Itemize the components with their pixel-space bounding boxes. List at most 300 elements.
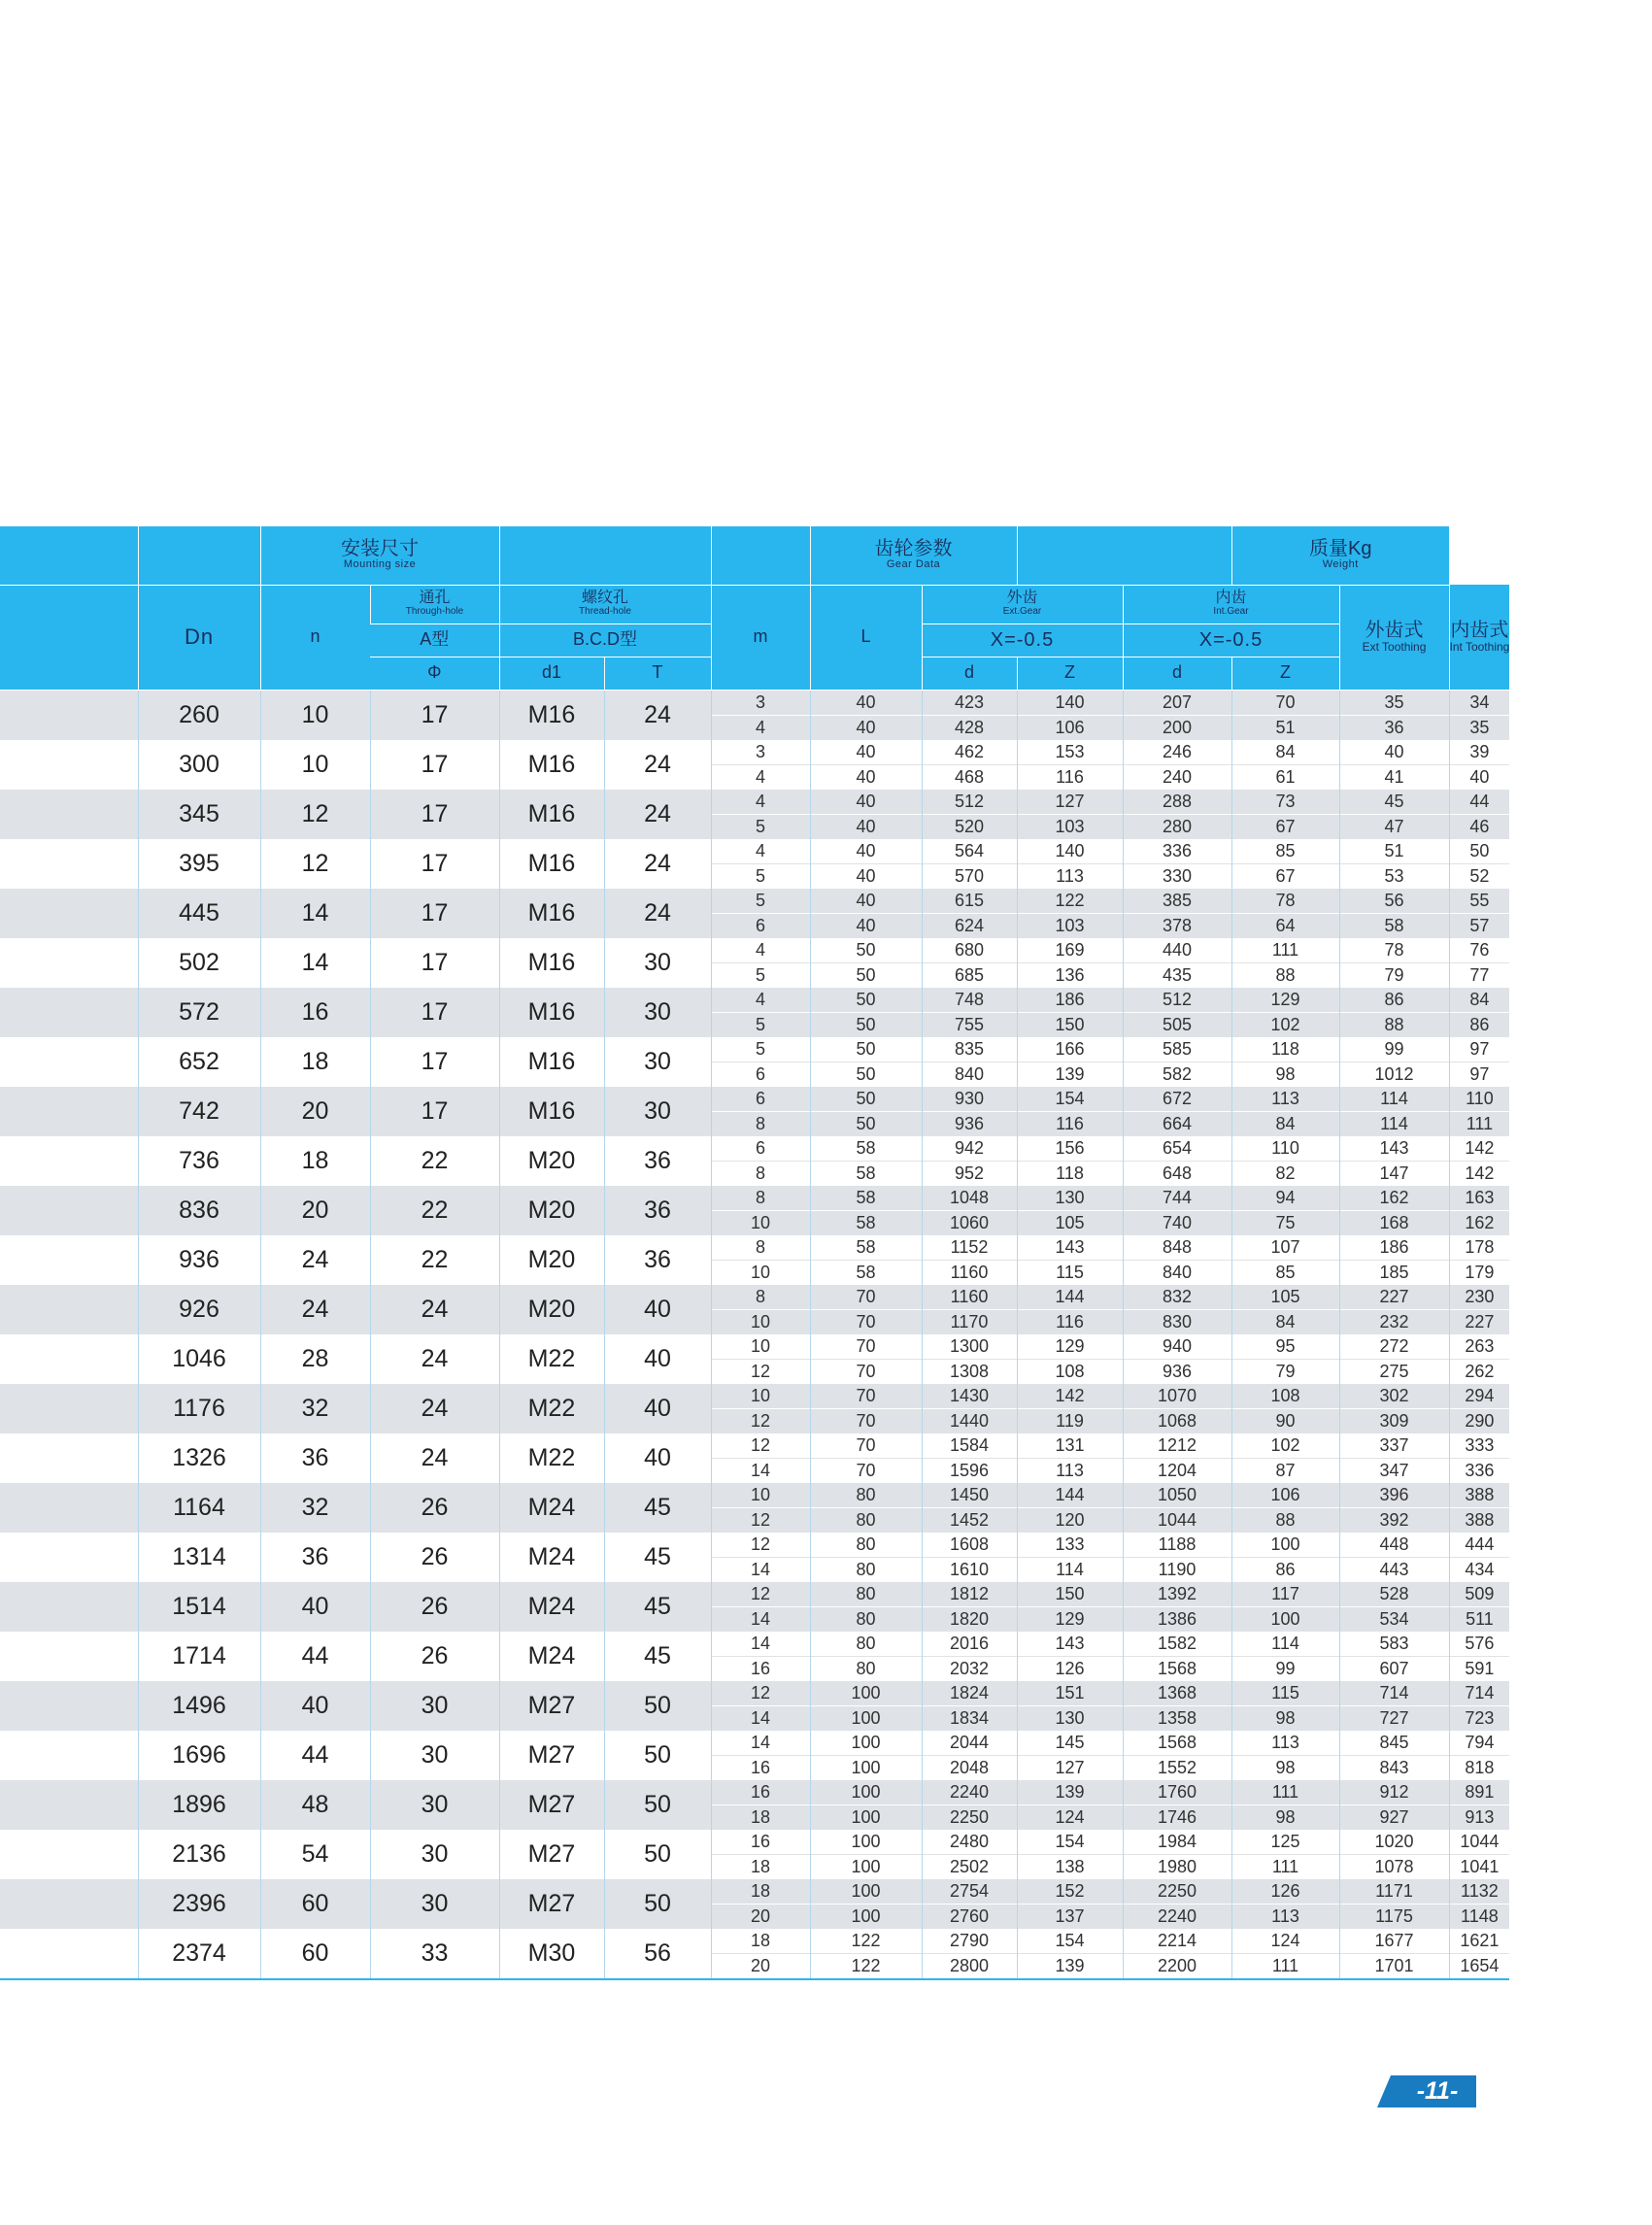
int-z-cell-value: 84: [1275, 1311, 1296, 1332]
weight-int-cell: [1449, 1780, 1509, 1830]
d1-cell: M27: [499, 1780, 604, 1830]
dn-cell: 572: [138, 988, 260, 1037]
l-cell: [810, 1830, 922, 1879]
n-cell: 12: [260, 839, 370, 889]
ext-z-cell-value: 139: [1055, 1955, 1085, 1975]
int-z-cell: [1231, 889, 1339, 938]
weight-ext-cell-value: 448: [1340, 1533, 1449, 1558]
int-d-cell-value: 1760: [1124, 1780, 1231, 1805]
ext-d-cell-value: 1308: [949, 1361, 990, 1381]
n-cell: 48: [260, 1780, 370, 1830]
dn-cell: 652: [138, 1037, 260, 1087]
int-z-cell: [1231, 1136, 1339, 1186]
table-row: [0, 1235, 1509, 1285]
int-z-cell: [1231, 839, 1339, 889]
d1-cell: M16: [499, 938, 604, 988]
l-cell-value: 80: [811, 1632, 922, 1657]
t-cell: 45: [604, 1533, 711, 1582]
int-z-cell-value: 118: [1232, 1037, 1339, 1062]
l-cell-value: 122: [811, 1929, 922, 1954]
weight-ext-cell-value: 147: [1379, 1163, 1409, 1183]
weight-int-cell-value: 1132: [1450, 1879, 1510, 1905]
int-d-cell: [1123, 790, 1231, 839]
int-d-cell-value: 280: [1162, 816, 1193, 836]
weight-ext-cell-value: 347: [1379, 1460, 1409, 1480]
dn-cell: 1896: [138, 1780, 260, 1830]
weight-int-cell-value: 576: [1450, 1632, 1510, 1657]
weight-int-cell-value: 509: [1450, 1582, 1510, 1607]
int-d-cell-value: 512: [1124, 988, 1231, 1013]
m-cell: [711, 1384, 810, 1433]
weight-ext-cell-value: 56: [1340, 889, 1449, 914]
l-cell-value: 80: [856, 1509, 876, 1530]
m-cell: [711, 1830, 810, 1879]
ext-z-cell-value: 156: [1018, 1136, 1123, 1162]
weight-ext-cell-value: 36: [1384, 717, 1404, 737]
x-ext-label: X=-0.5: [990, 628, 1055, 651]
ext-z-cell-value: 144: [1018, 1483, 1123, 1508]
int-d-cell: [1123, 839, 1231, 889]
l-cell-value: 70: [811, 1384, 922, 1409]
header-d-ext: [922, 657, 1017, 690]
ext-z-cell-value: 153: [1018, 740, 1123, 765]
m-cell-value: 18: [712, 1929, 810, 1954]
m-cell: [711, 690, 810, 740]
ext-d-cell-value: 2032: [949, 1658, 990, 1678]
int-d-cell-value: 1386: [1157, 1608, 1197, 1629]
ext-z-cell-value: 113: [1056, 1460, 1084, 1480]
ext-d-cell-value: 1610: [949, 1559, 990, 1579]
m-cell: [711, 740, 810, 790]
weight-int-cell: [1449, 740, 1509, 790]
header-t: [604, 657, 711, 690]
a-type-label: A型: [420, 629, 450, 650]
m-cell-value: 4: [712, 839, 810, 864]
weight-ext-cell-value: 227: [1340, 1285, 1449, 1310]
n-cell: 16: [260, 988, 370, 1037]
ext-z-cell: [1017, 1879, 1123, 1929]
phi-cell: 22: [370, 1136, 499, 1186]
ext-z-cell: [1017, 889, 1123, 938]
dn-cell: 1696: [138, 1731, 260, 1780]
ext-z-cell: [1017, 1136, 1123, 1186]
ext-d-cell: [922, 690, 1017, 740]
m-cell: [711, 1533, 810, 1582]
n-cell: 10: [260, 740, 370, 790]
ext-d-cell-value: 1430: [923, 1384, 1017, 1409]
header-blank: [499, 526, 711, 585]
l-cell-value: 40: [811, 839, 922, 864]
int-d-cell-value: 1070: [1124, 1384, 1231, 1409]
ext-cn: 外齿: [1006, 590, 1038, 607]
l-cell-value: 80: [856, 1559, 876, 1579]
t-cell: 45: [604, 1582, 711, 1632]
m-cell-value: 20: [750, 1955, 771, 1975]
int-z-cell-value: 98: [1275, 1063, 1296, 1084]
weight-ext-cell-value: 58: [1384, 915, 1404, 935]
row-lead: [0, 1433, 138, 1483]
weight-ext-cell: [1339, 1087, 1449, 1136]
int-z-cell: [1231, 690, 1339, 740]
ext-d-cell-value: 1450: [923, 1483, 1017, 1508]
l-cell-value: 70: [856, 1460, 876, 1480]
m-cell-value: 10: [750, 1262, 771, 1282]
int-d-cell-value: 440: [1124, 938, 1231, 963]
ext-z-cell-value: 116: [1056, 1311, 1084, 1332]
int-d-cell-value: 1568: [1124, 1731, 1231, 1756]
weight-ext-cell: [1339, 1433, 1449, 1483]
header-blank: [0, 585, 138, 690]
int-d-cell-value: 664: [1162, 1113, 1193, 1133]
weight-ext-cell: [1339, 1681, 1449, 1731]
ext-d-cell: [922, 1731, 1017, 1780]
ext-z-cell-value: 142: [1018, 1384, 1123, 1409]
m-cell-value: 5: [755, 816, 765, 836]
m-cell-value: 12: [750, 1509, 771, 1530]
ext-z-cell: [1017, 1681, 1123, 1731]
l-cell-value: 70: [811, 1433, 922, 1459]
weight-ext-cell: [1339, 1929, 1449, 1979]
m-cell: [711, 1632, 810, 1681]
l-cell: [810, 839, 922, 889]
int-z-cell-value: 75: [1275, 1212, 1296, 1232]
thread-cn: 螺纹孔: [581, 590, 628, 607]
t-label: T: [652, 662, 663, 683]
header-int-toothing: [1449, 585, 1509, 690]
weight-ext-cell: [1339, 839, 1449, 889]
int-z-cell-value: 111: [1271, 1856, 1299, 1876]
row-lead: [0, 839, 138, 889]
table-row: [0, 1681, 1509, 1731]
weight-int-cell: [1449, 1384, 1509, 1433]
row-lead: [0, 1384, 138, 1433]
z-ext-label: Z: [1064, 662, 1075, 683]
row-lead: [0, 1087, 138, 1136]
weight-int-cell: [1449, 839, 1509, 889]
d-int-label: d: [1171, 662, 1182, 683]
ext-z-cell-value: 115: [1056, 1262, 1084, 1282]
table-header: [0, 526, 1509, 690]
int-z-cell-value: 82: [1275, 1163, 1296, 1183]
weight-ext-cell-value: 1677: [1340, 1929, 1449, 1954]
int-cn: 内齿: [1215, 590, 1247, 607]
l-cell-value: 40: [856, 865, 876, 886]
weight-int-cell-value: 40: [1469, 766, 1490, 787]
weight-int-cell: [1449, 1235, 1509, 1285]
l-cell: [810, 1929, 922, 1979]
int-z-cell-value: 61: [1275, 766, 1296, 787]
int-d-cell-value: 1392: [1124, 1582, 1231, 1607]
row-lead: [0, 1136, 138, 1186]
int-d-cell-value: 1980: [1157, 1856, 1197, 1876]
ext-z-cell-value: 144: [1018, 1285, 1123, 1310]
m-cell: [711, 1929, 810, 1979]
table-row: [0, 988, 1509, 1037]
weight-int-cell: [1449, 1334, 1509, 1384]
phi-cell: 24: [370, 1334, 499, 1384]
phi-cell: 33: [370, 1929, 499, 1979]
l-cell-value: 40: [856, 766, 876, 787]
int-d-cell-value: 336: [1124, 839, 1231, 864]
dn-cell: 2136: [138, 1830, 260, 1879]
weight-ext-cell: [1339, 1632, 1449, 1681]
int-d-cell-value: 435: [1162, 964, 1193, 985]
int-z-cell-value: 102: [1232, 1433, 1339, 1459]
ext-d-cell-value: 615: [923, 889, 1017, 914]
l-cell-value: 100: [811, 1780, 922, 1805]
int-tooth-en: Int Toothing: [1449, 639, 1510, 654]
phi-cell: 26: [370, 1632, 499, 1681]
weight-int-cell-value: 294: [1450, 1384, 1510, 1409]
int-d-cell-value: 1204: [1157, 1460, 1197, 1480]
table-row: [0, 1037, 1509, 1087]
weight-int-cell-value: 263: [1450, 1334, 1510, 1360]
phi-cell: 30: [370, 1879, 499, 1929]
l-cell: [810, 1780, 922, 1830]
ext-d-cell: [922, 1334, 1017, 1384]
phi-cell: 30: [370, 1830, 499, 1879]
ext-d-cell: [922, 1681, 1017, 1731]
ext-z-cell-value: 116: [1056, 766, 1084, 787]
ext-d-cell: [922, 988, 1017, 1037]
m-cell-value: 14: [712, 1632, 810, 1657]
row-lead: [0, 889, 138, 938]
weight-ext-cell-value: 143: [1340, 1136, 1449, 1162]
int-d-cell-value: 1984: [1124, 1830, 1231, 1855]
ext-d-cell: [922, 1483, 1017, 1533]
ext-z-cell-value: 154: [1018, 1929, 1123, 1954]
weight-int-cell: [1449, 889, 1509, 938]
table-row: [0, 889, 1509, 938]
n-cell: 32: [260, 1483, 370, 1533]
ext-d-cell-value: 2480: [923, 1830, 1017, 1855]
int-d-cell-value: 330: [1162, 865, 1193, 886]
int-z-cell-value: 105: [1232, 1285, 1339, 1310]
weight-ext-cell: [1339, 1582, 1449, 1632]
weight-ext-cell-value: 35: [1340, 691, 1449, 716]
int-z-cell-value: 99: [1275, 1658, 1296, 1678]
m-cell: [711, 938, 810, 988]
ext-d-cell-value: 2048: [949, 1757, 990, 1777]
ext-tooth-en: Ext Toothing: [1362, 640, 1427, 655]
t-cell: 45: [604, 1632, 711, 1681]
m-cell-value: 4: [755, 766, 765, 787]
n-cell: 40: [260, 1582, 370, 1632]
table-row: [0, 1087, 1509, 1136]
weight-ext-cell: [1339, 1186, 1449, 1235]
l-cell-value: 58: [811, 1235, 922, 1261]
phi-cell: 30: [370, 1780, 499, 1830]
table-row: [0, 938, 1509, 988]
weight-ext-cell-value: 1701: [1374, 1955, 1414, 1975]
phi-cell: 24: [370, 1433, 499, 1483]
l-cell-value: 80: [811, 1483, 922, 1508]
header-x-int: [1123, 624, 1339, 657]
ext-d-cell-value: 680: [923, 938, 1017, 963]
l-cell-value: 100: [811, 1681, 922, 1706]
l-cell-value: 58: [856, 1262, 876, 1282]
weight-int-cell: [1449, 1879, 1509, 1929]
weight-ext-cell-value: 534: [1379, 1608, 1409, 1629]
n-cell: 14: [260, 938, 370, 988]
ext-d-cell-value: 2800: [949, 1955, 990, 1975]
m-cell: [711, 1087, 810, 1136]
int-d-cell: [1123, 1731, 1231, 1780]
int-d-cell: [1123, 1285, 1231, 1334]
phi-cell: 17: [370, 1087, 499, 1136]
t-cell: 24: [604, 690, 711, 740]
phi-cell: 26: [370, 1582, 499, 1632]
table-body: [0, 690, 1509, 1979]
weight-int-cell: [1449, 1830, 1509, 1879]
n-cell: 40: [260, 1681, 370, 1731]
l-cell-value: 100: [851, 1757, 881, 1777]
int-z-cell-value: 106: [1232, 1483, 1339, 1508]
weight-ext-cell: [1339, 790, 1449, 839]
weight-int-cell-value: 891: [1450, 1780, 1510, 1805]
row-lead: [0, 1037, 138, 1087]
ext-d-cell-value: 2790: [923, 1929, 1017, 1954]
t-cell: 40: [604, 1334, 711, 1384]
l-cell: [810, 1533, 922, 1582]
weight-ext-cell-value: 607: [1379, 1658, 1409, 1678]
m-cell-value: 18: [712, 1879, 810, 1905]
header-ext-gear: [922, 585, 1123, 624]
n-cell: 44: [260, 1632, 370, 1681]
int-z-cell-value: 113: [1232, 1087, 1339, 1112]
int-z-cell: [1231, 938, 1339, 988]
m-cell-value: 12: [750, 1361, 771, 1381]
l-cell-value: 80: [811, 1582, 922, 1607]
t-cell: 36: [604, 1235, 711, 1285]
dn-cell: 300: [138, 740, 260, 790]
int-d-cell-value: 1044: [1157, 1509, 1197, 1530]
l-cell: [810, 988, 922, 1037]
l-cell-value: 40: [811, 790, 922, 815]
weight-int-cell-value: 388: [1450, 1483, 1510, 1508]
ext-z-cell: [1017, 1334, 1123, 1384]
ext-d-cell-value: 2044: [923, 1731, 1017, 1756]
int-d-cell-value: 1582: [1124, 1632, 1231, 1657]
int-z-cell-value: 98: [1275, 1806, 1296, 1827]
m-cell-value: 10: [712, 1483, 810, 1508]
int-z-cell-value: 84: [1232, 740, 1339, 765]
ext-d-cell: [922, 1582, 1017, 1632]
row-lead: [0, 1929, 138, 1979]
dn-cell: 1164: [138, 1483, 260, 1533]
ext-d-cell: [922, 790, 1017, 839]
l-cell: [810, 1285, 922, 1334]
header-x-ext: [922, 624, 1123, 657]
n-cell: 54: [260, 1830, 370, 1879]
weight-ext-cell-value: 912: [1340, 1780, 1449, 1805]
weight-int-cell-value: 723: [1465, 1707, 1495, 1728]
mounting-en: Mounting size: [343, 558, 417, 571]
dn-cell: 836: [138, 1186, 260, 1235]
phi-cell: 17: [370, 740, 499, 790]
int-z-cell: [1231, 740, 1339, 790]
ext-z-cell: [1017, 1285, 1123, 1334]
d1-cell: M20: [499, 1136, 604, 1186]
t-cell: 30: [604, 1037, 711, 1087]
table-row: [0, 1483, 1509, 1533]
header-d-int: [1123, 657, 1231, 690]
row-lead: [0, 1879, 138, 1929]
m-cell-value: 5: [755, 964, 765, 985]
ext-d-cell-value: 942: [923, 1136, 1017, 1162]
ext-d-cell: [922, 889, 1017, 938]
phi-label: Φ: [427, 662, 442, 683]
l-cell-value: 50: [811, 988, 922, 1013]
d1-cell: M16: [499, 1037, 604, 1087]
m-cell-value: 16: [750, 1658, 771, 1678]
ext-z-cell-value: 140: [1018, 839, 1123, 864]
weight-int-cell-value: 179: [1465, 1262, 1495, 1282]
l-cell-value: 70: [856, 1361, 876, 1381]
d1-cell: M24: [499, 1483, 604, 1533]
weight-ext-cell-value: 51: [1340, 839, 1449, 864]
l-cell-value: 50: [811, 1037, 922, 1062]
weight-int-cell: [1449, 1483, 1509, 1533]
weight-int-cell-value: 434: [1465, 1559, 1495, 1579]
table-row: [0, 1433, 1509, 1483]
ext-z-cell-value: 120: [1055, 1509, 1085, 1530]
int-d-cell: [1123, 1830, 1231, 1879]
l-cell: [810, 1037, 922, 1087]
int-d-cell: [1123, 1681, 1231, 1731]
ext-d-cell-value: 1824: [923, 1681, 1017, 1706]
int-z-cell-value: 79: [1275, 1361, 1296, 1381]
int-z-cell-value: 111: [1271, 1955, 1299, 1975]
weight-ext-cell-value: 79: [1384, 964, 1404, 985]
ext-d-cell-value: 1170: [950, 1311, 989, 1332]
ext-d-cell-value: 1834: [949, 1707, 990, 1728]
l-cell-value: 50: [856, 1063, 876, 1084]
ext-z-cell-value: 137: [1055, 1905, 1085, 1926]
int-z-cell: [1231, 1037, 1339, 1087]
int-d-cell: [1123, 1235, 1231, 1285]
d1-cell: M30: [499, 1929, 604, 1979]
row-lead: [0, 1334, 138, 1384]
header-blank: [0, 526, 138, 585]
ext-z-cell: [1017, 1929, 1123, 1979]
m-cell: [711, 1136, 810, 1186]
bcd-type-label: B.C.D型: [572, 629, 637, 650]
d1-cell: M27: [499, 1879, 604, 1929]
weight-int-cell-value: 46: [1469, 816, 1490, 836]
l-cell: [810, 1582, 922, 1632]
ext-z-cell: [1017, 1186, 1123, 1235]
l-cell: [810, 1483, 922, 1533]
weight-int-cell-value: 333: [1450, 1433, 1510, 1459]
int-d-cell-value: 1050: [1124, 1483, 1231, 1508]
l-cell-value: 40: [811, 740, 922, 765]
ext-z-cell-value: 126: [1055, 1658, 1085, 1678]
t-cell: 24: [604, 790, 711, 839]
table-row: [0, 1582, 1509, 1632]
weight-int-cell-value: 52: [1469, 865, 1490, 886]
weight-int-cell-value: 913: [1465, 1806, 1495, 1827]
weight-int-cell-value: 591: [1465, 1658, 1495, 1678]
weight-ext-cell-value: 309: [1379, 1410, 1409, 1431]
weight-ext-cell: [1339, 938, 1449, 988]
t-cell: 30: [604, 1087, 711, 1136]
m-cell-value: 6: [712, 1087, 810, 1112]
int-d-cell-value: 848: [1124, 1235, 1231, 1261]
z-int-label: Z: [1280, 662, 1291, 683]
phi-cell: 17: [370, 889, 499, 938]
table-row: [0, 1731, 1509, 1780]
